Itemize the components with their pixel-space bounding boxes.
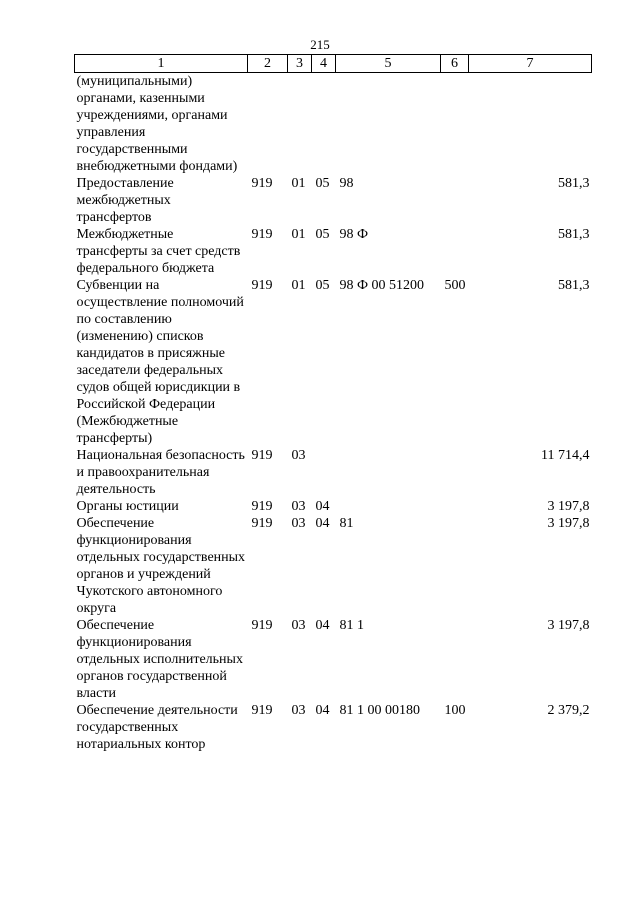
row-subsection [312, 73, 336, 176]
row-subsection: 05 [315, 227, 330, 242]
row-name: Межбюджетные трансферты за счет средств федерального бюджета [76, 227, 241, 276]
header-col-7: 7 [469, 55, 592, 73]
row-admin-code: 919 [251, 516, 273, 531]
header-col-1: 1 [75, 55, 248, 73]
row-admin-code: 919 [251, 448, 273, 463]
row-target-article [336, 498, 441, 515]
row-amount: 581,3 [558, 278, 590, 293]
row-section: 03 [291, 618, 306, 633]
row-expense-type [441, 226, 469, 277]
row-subsection: 04 [315, 516, 330, 531]
row-admin-code: 919 [251, 227, 273, 242]
row-amount: 3 197,8 [547, 516, 590, 531]
row-admin-code [248, 73, 288, 176]
table-row [75, 226, 592, 277]
row-name: Предоставление межбюджетных трансфертов [76, 176, 174, 225]
row-expense-type [441, 73, 469, 176]
row-amount: 2 379,2 [547, 703, 590, 718]
row-subsection: 04 [315, 703, 330, 718]
row-expense-type [441, 515, 469, 617]
row-section [288, 73, 312, 176]
row-amount: 581,3 [558, 227, 590, 242]
row-name: Органы юстиции [76, 499, 179, 514]
row-name: (муниципальными) органами, казенными учреждениями, органами управления государственными внебюджетными фондами) [76, 74, 238, 174]
row-target-article: 81 1 00 00180 [339, 703, 420, 718]
header-col-4: 4 [312, 55, 336, 73]
row-expense-type [441, 175, 469, 226]
row-subsection: 04 [315, 499, 330, 514]
table-row [75, 447, 592, 498]
row-subsection: 05 [315, 278, 330, 293]
row-target-article: 81 [339, 516, 354, 531]
row-target-article [336, 447, 441, 498]
row-amount: 11 714,4 [541, 448, 590, 463]
row-admin-code: 919 [251, 703, 273, 718]
row-name: Обеспечение функционирования отдельных государственных органов и учреждений Чукотского автономного округа [76, 516, 246, 616]
row-section: 03 [291, 516, 306, 531]
table-row [75, 175, 592, 226]
row-expense-type: 100 [444, 703, 466, 718]
row-target-article: 98 Ф 00 51200 [339, 278, 425, 293]
table-row [75, 498, 592, 515]
row-name: Обеспечение функционирования отдельных исполнительных органов государственной власти [76, 618, 243, 701]
header-col-5: 5 [336, 55, 441, 73]
row-expense-type [441, 447, 469, 498]
row-section: 03 [291, 499, 306, 514]
row-admin-code: 919 [251, 618, 273, 633]
row-expense-type [441, 498, 469, 515]
row-section: 03 [291, 448, 306, 463]
table-row [75, 277, 592, 447]
row-section: 01 [291, 176, 306, 191]
table-row [75, 73, 592, 176]
row-subsection: 04 [315, 618, 330, 633]
row-expense-type: 500 [444, 278, 466, 293]
page-number: 215 [310, 37, 330, 52]
row-amount: 581,3 [558, 176, 590, 191]
row-name: Национальная безопасность и правоохранительная деятельность [76, 448, 245, 497]
row-target-article: 81 1 [339, 618, 364, 633]
row-amount: 3 197,8 [547, 499, 590, 514]
row-name: Обеспечение деятельности государственных нотариальных контор [76, 703, 238, 752]
table-row [75, 515, 592, 617]
table-header-row [75, 55, 592, 73]
header-col-3: 3 [288, 55, 312, 73]
row-target-article: 98 [339, 176, 354, 191]
row-name: Субвенции на осуществление полномочий по составлению (изменению) списков кандидатов в присяжные заседатели федеральных судов общей юрисдикции в Российской Федерации (Межбюджетные трансферты) [76, 278, 244, 446]
row-admin-code: 919 [251, 176, 273, 191]
row-section: 03 [291, 703, 306, 718]
row-admin-code: 919 [251, 499, 273, 514]
header-col-6: 6 [441, 55, 469, 73]
row-subsection: 05 [315, 176, 330, 191]
row-expense-type [441, 617, 469, 702]
row-amount [469, 73, 592, 176]
row-amount: 3 197,8 [547, 618, 590, 633]
budget-table [74, 54, 592, 753]
row-target-article [336, 73, 441, 176]
table-row [75, 617, 592, 702]
row-subsection [312, 447, 336, 498]
header-col-2: 2 [248, 55, 288, 73]
row-admin-code: 919 [251, 278, 273, 293]
row-section: 01 [291, 227, 306, 242]
table-row [75, 702, 592, 753]
row-section: 01 [291, 278, 306, 293]
row-target-article: 98 Ф [339, 227, 369, 242]
